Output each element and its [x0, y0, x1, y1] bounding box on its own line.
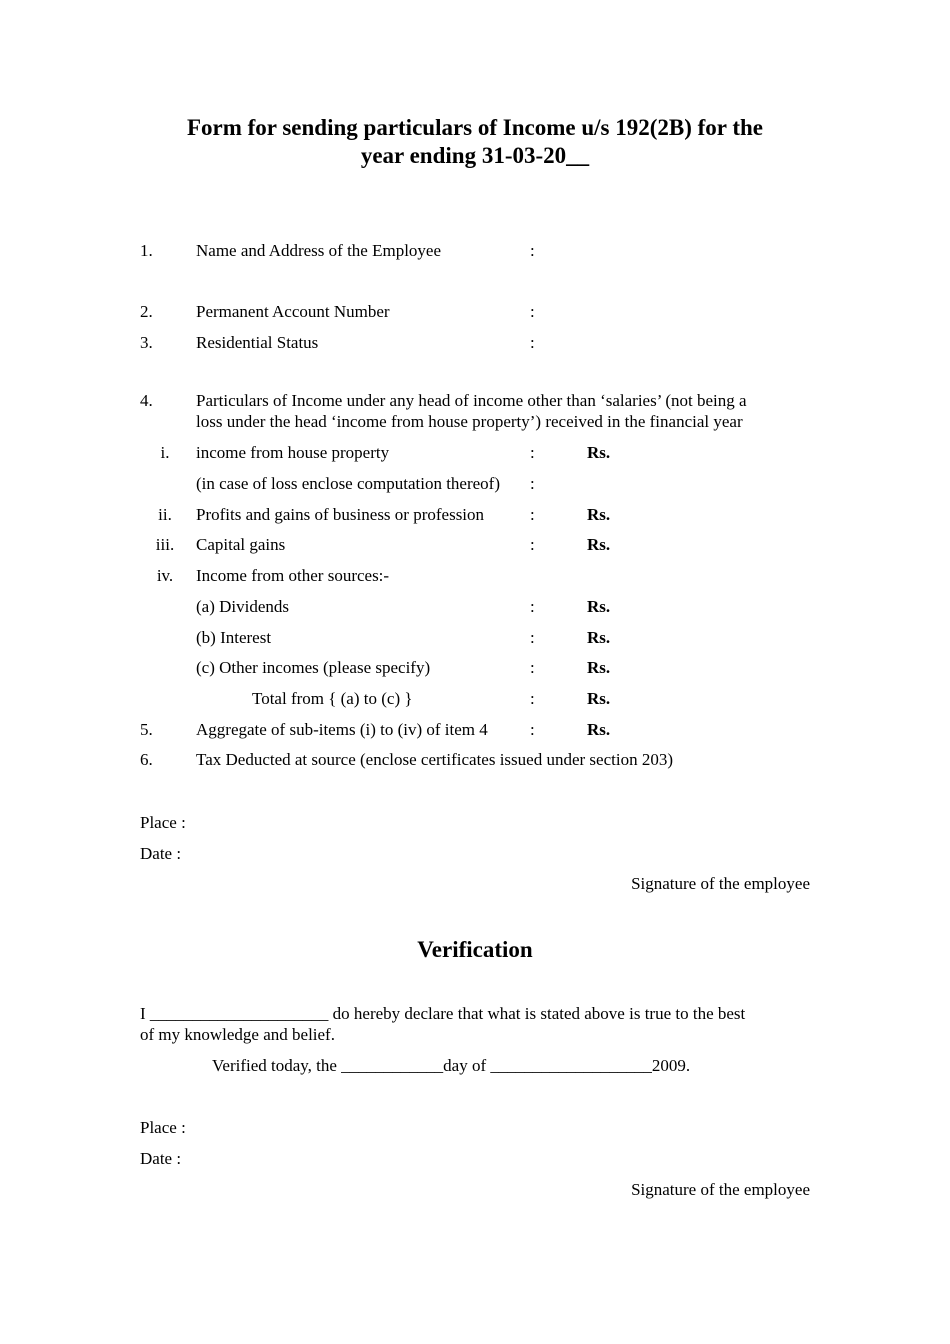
verification-line3: Verified today, the ____________day of ___________________2009.: [212, 1056, 691, 1075]
sub-item-a-label: (a) Dividends: [196, 597, 290, 616]
item-5-number: 5.: [140, 720, 153, 739]
item-1-number: 1.: [140, 241, 153, 260]
sub-item-i-note: (in case of loss enclose computation thereof): [196, 474, 501, 493]
place-label: Place :: [140, 813, 186, 832]
total-label: Total from { (a) to (c) }: [252, 689, 413, 708]
date-label-2: Date :: [140, 1149, 182, 1168]
total-rs: Rs.: [587, 689, 611, 708]
verification-line2: of my knowledge and belief.: [140, 1025, 335, 1044]
verification-heading: Verification: [417, 937, 533, 962]
sub-item-a-colon: :: [530, 597, 535, 616]
sub-item-c-label: (c) Other incomes (please specify): [196, 658, 431, 677]
item-5-colon: :: [530, 720, 535, 739]
total-colon: :: [530, 689, 535, 708]
sub-item-i-note-colon: :: [530, 474, 535, 493]
sub-item-a-rs: Rs.: [587, 597, 611, 616]
sub-item-c-rs: Rs.: [587, 658, 611, 677]
sub-item-b-colon: :: [530, 628, 535, 647]
sub-item-iv-label: Income from other sources:-: [196, 566, 390, 585]
item-4-text-line1: Particulars of Income under any head of income other than ‘salaries’ (not being a: [196, 391, 747, 410]
sub-item-b-label: (b) Interest: [196, 628, 272, 647]
sub-item-iv-number: iv.: [156, 566, 174, 585]
item-2-colon: :: [530, 302, 535, 321]
date-label: Date :: [140, 844, 182, 863]
sub-item-ii-colon: :: [530, 505, 535, 524]
sub-item-c-colon: :: [530, 658, 535, 677]
item-3-label: Residential Status: [196, 333, 319, 352]
item-2-number: 2.: [140, 302, 153, 321]
form-title-line1: Form for sending particulars of Income u/s 192(2B) for the: [186, 115, 764, 140]
place-label-2: Place :: [140, 1118, 186, 1137]
item-1-colon: :: [530, 241, 535, 260]
sub-item-i-rs: Rs.: [587, 443, 611, 462]
sub-item-i-label: income from house property: [196, 443, 390, 462]
item-5-label: Aggregate of sub-items (i) to (iv) of item 4: [196, 720, 488, 739]
sub-item-iii-label: Capital gains: [196, 535, 286, 554]
item-1-label: Name and Address of the Employee: [196, 241, 442, 260]
sub-item-b-rs: Rs.: [587, 628, 611, 647]
sub-item-iii-number: iii.: [155, 535, 175, 554]
item-4-text-line2: loss under the head ‘income from house property’) received in the financial year: [196, 412, 743, 431]
signature-label-2: Signature of the employee: [631, 1180, 810, 1199]
item-2-label: Permanent Account Number: [196, 302, 390, 321]
item-4-number: 4.: [140, 391, 153, 410]
sub-item-iii-rs: Rs.: [587, 535, 611, 554]
sub-item-ii-rs: Rs.: [587, 505, 611, 524]
sub-item-i-number: i.: [160, 443, 170, 462]
form-title-line2: year ending 31-03-20__: [360, 143, 590, 168]
item-6-label: Tax Deducted at source (enclose certificates issued under section 203): [196, 750, 673, 769]
sub-item-iii-colon: :: [530, 535, 535, 554]
item-5-rs: Rs.: [587, 720, 611, 739]
sub-item-ii-number: ii.: [158, 505, 172, 524]
sub-item-i-colon: :: [530, 443, 535, 462]
item-6-number: 6.: [140, 750, 153, 769]
item-3-colon: :: [530, 333, 535, 352]
signature-label: Signature of the employee: [631, 874, 810, 893]
item-3-number: 3.: [140, 333, 153, 352]
verification-line1: I _____________________ do hereby declare that what is stated above is true to the best: [140, 1004, 746, 1023]
sub-item-ii-label: Profits and gains of business or profession: [196, 505, 485, 524]
